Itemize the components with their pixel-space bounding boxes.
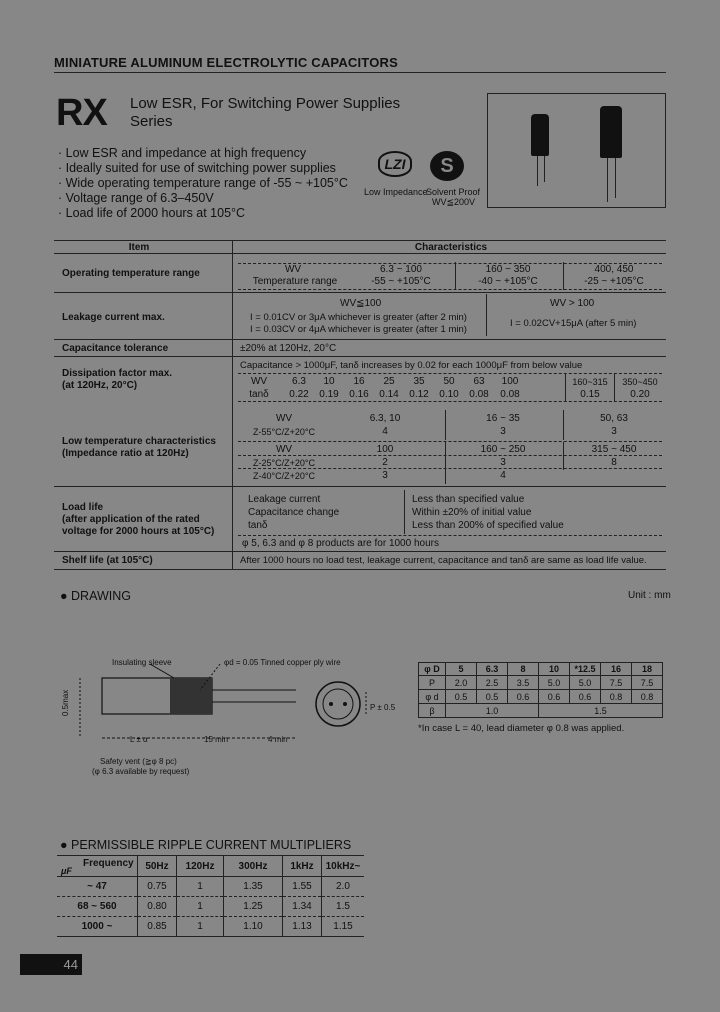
capacitor-large-image (600, 106, 622, 158)
low-temp-wv-label-2: WV (275, 444, 293, 455)
operating-wv-label: WV (284, 264, 302, 275)
ripple-range-cell: 68 ~ 560 (57, 897, 138, 917)
dissipation-tan-cell: 0.10 (439, 389, 459, 400)
ripple-value-cell: 0.85 (138, 917, 177, 937)
dim-cell: 0.6 (539, 690, 570, 704)
dimension-row-p (419, 676, 663, 690)
ripple-freq-header: 10kHz~ (322, 856, 365, 877)
dimension-length: L ± α (130, 735, 148, 744)
low-temp-ratio-label-3: Z-40°C/Z+20°C (253, 471, 315, 481)
dim-cell: 0.8 (632, 690, 663, 704)
dissipation-label-2: (at 120Hz, 20°C) (62, 380, 138, 391)
capacitance-tolerance-label: Capacitance tolerance (62, 343, 169, 354)
dim-cell: 0.6 (570, 690, 601, 704)
leakage-formula-1: I = 0.01CV or 3μA whichever is greater (after 2 min) (250, 312, 467, 323)
low-temp-label-2: (Impedance ratio at 120Hz) (62, 448, 189, 459)
dim-header-cell: 5 (446, 663, 477, 676)
dimension-15min: 15 min (204, 735, 229, 744)
ripple-freq-header: 120Hz (177, 856, 224, 877)
low-temp-wv-cell: 6.3, 10 (369, 413, 401, 424)
dissipation-tan-cell: 0.20 (630, 389, 650, 400)
dissipation-label-1: Dissipation factor max. (62, 368, 173, 379)
ripple-value-cell: 1 (177, 917, 224, 937)
ripple-value-cell: 0.75 (138, 877, 177, 897)
dim-header-cell: 18 (632, 663, 663, 676)
dim-header-cell: 16 (601, 663, 632, 676)
low-temp-label-1: Low temperature characteristics (62, 436, 216, 447)
header-rule (54, 72, 666, 73)
dissipation-tan-cell: 0.08 (500, 389, 520, 400)
load-life-item: Capacitance change (248, 507, 340, 518)
low-temp-wv-cell: 160 ~ 250 (480, 444, 526, 455)
shelf-life-label: Shelf life (at 105°C) (62, 555, 153, 566)
series-description-line2: Series (130, 113, 173, 130)
low-temp-ratio-cell: 8 (611, 457, 617, 468)
low-temp-wv-label: WV (275, 413, 293, 424)
dissipation-tan-cell: 0.19 (319, 389, 339, 400)
leakage-condition-right: WV > 100 (550, 298, 595, 309)
low-temp-ratio-cell: 3 (382, 470, 388, 481)
operating-wv-value: 160 ~ 350 (485, 264, 531, 275)
ripple-value-cell: 1.15 (322, 917, 365, 937)
series-description (130, 95, 400, 131)
dim-cell: φ d (419, 690, 446, 704)
safety-vent-note-1: Safety vent (≧φ 8 pc) (100, 757, 177, 766)
dissipation-tan-cell: 0.12 (409, 389, 429, 400)
low-temp-ratio-label: Z-55°C/Z+20°C (253, 427, 315, 437)
ripple-section-title: ● PERMISSIBLE RIPPLE CURRENT MULTIPLIERS (60, 838, 352, 852)
dim-cell: 0.8 (601, 690, 632, 704)
ripple-corner-frequency: Frequency (83, 858, 134, 869)
dissipation-note: Capacitance > 1000μF, tanδ increases by 0.02 for each 1000μF from below value (240, 360, 583, 371)
low-temp-wv-cell: 50, 63 (600, 413, 628, 424)
series-code: RX (56, 92, 107, 134)
load-life-label-1: Load life (62, 502, 104, 513)
dimension-table-header (419, 663, 663, 676)
dim-cell: 7.5 (601, 676, 632, 690)
ripple-value-cell: 1 (177, 897, 224, 917)
table-header-item: Item (128, 242, 150, 253)
dim-cell: 5.0 (539, 676, 570, 690)
feature-item: · Ideally suited for use of switching power supplies (58, 161, 336, 175)
solvent-proof-mark: S (440, 155, 454, 177)
lead-wire-label: φd = 0.05 Tinned copper ply wire (224, 658, 341, 667)
dissipation-wv-cell: 10 (323, 376, 335, 387)
dim-header-cell: 8 (508, 663, 539, 676)
operating-temp-range-label: Temperature range (252, 276, 338, 287)
ripple-freq-header: 1kHz (283, 856, 322, 877)
dim-cell: β (419, 704, 446, 718)
dimension-row-d (419, 690, 663, 704)
dimension-table (418, 662, 663, 718)
load-life-item: Leakage current (248, 494, 321, 505)
dissipation-wv-cell: 6.3 (292, 376, 306, 387)
ripple-value-cell: 1.55 (283, 877, 322, 897)
dim-cell: 5.0 (570, 676, 601, 690)
dissipation-tan-cell: 0.08 (469, 389, 489, 400)
dim-cell: 3.5 (508, 676, 539, 690)
low-temp-ratio-cell: 3 (500, 457, 506, 468)
low-temp-wv-cell: 100 (376, 444, 394, 455)
ripple-freq-header: 300Hz (224, 856, 283, 877)
low-temp-ratio-cell: 4 (500, 470, 506, 481)
dim-header-cell: φ D (419, 663, 446, 676)
dimension-p: P ± 0.5 (370, 703, 396, 712)
low-temp-wv-cell: 315 ~ 450 (591, 444, 637, 455)
dim-cell: 2.5 (477, 676, 508, 690)
dimension-left: 0.5max (61, 689, 70, 716)
operating-temp-value: -40 ~ +105°C (478, 276, 538, 287)
leakage-condition-left: WV≦100 (340, 298, 382, 309)
dissipation-wv-cell: 50 (443, 376, 455, 387)
ripple-value-cell: 1.25 (224, 897, 283, 917)
low-temp-ratio-cell: 3 (500, 426, 506, 437)
low-temp-ratio-cell: 2 (382, 457, 388, 468)
low-temp-ratio-cell: 4 (382, 426, 388, 437)
load-life-label-3: voltage for 2000 hours at 105°C) (62, 526, 215, 537)
dim-cell: 0.6 (508, 690, 539, 704)
ripple-range-cell: ~ 47 (57, 877, 138, 897)
ripple-header-row (57, 856, 364, 877)
dim-cell: 1.0 (446, 704, 539, 718)
load-life-criterion: Less than specified value (412, 494, 525, 505)
series-description-line1: Low ESR, For Switching Power Supplies (130, 95, 401, 112)
operating-wv-value: 400, 450 (594, 264, 634, 275)
low-temp-ratio-label-2: Z-25°C/Z+20°C (253, 458, 315, 468)
shelf-life-value: After 1000 hours no load test, leakage current, capacitance and tanδ are same as load life value. (240, 555, 647, 566)
dissipation-tan-cell: 0.16 (349, 389, 369, 400)
load-life-note: φ 5, 6.3 and φ 8 products are for 1000 hours (242, 538, 439, 549)
dissipation-wv-cell: 16 (353, 376, 365, 387)
ripple-value-cell: 1.34 (283, 897, 322, 917)
ripple-range-cell: 1000 ~ (57, 917, 138, 937)
ripple-value-cell: 1.10 (224, 917, 283, 937)
ripple-value-cell: 0.80 (138, 897, 177, 917)
dissipation-wv-cell: 63 (473, 376, 485, 387)
ripple-corner-cell (57, 856, 138, 877)
dissipation-wv-cell: 100 (501, 376, 519, 387)
dimension-row-beta (419, 704, 663, 718)
ripple-corner-uf: μF (61, 866, 72, 876)
dim-cell: 1.5 (539, 704, 663, 718)
dim-cell: 0.5 (446, 690, 477, 704)
dissipation-wv-label: WV (250, 376, 268, 387)
load-life-criterion: Less than 200% of specified value (412, 520, 564, 531)
low-impedance-icon (378, 151, 412, 177)
dim-header-cell: 10 (539, 663, 570, 676)
operating-wv-value: 6.3 ~ 100 (380, 264, 422, 275)
dim-header-cell: 6.3 (477, 663, 508, 676)
low-temp-wv-cell: 16 ~ 35 (486, 413, 520, 424)
feature-item: · Load life of 2000 hours at 105°C (58, 206, 246, 220)
drawing-unit: Unit : mm (628, 590, 671, 601)
ripple-row (57, 877, 364, 897)
low-impedance-mark: LZI (384, 156, 406, 172)
dim-cell: 0.5 (477, 690, 508, 704)
leakage-formula-3: I = 0.02CV+15μA (after 5 min) (510, 318, 637, 329)
ripple-value-cell: 1.35 (224, 877, 283, 897)
low-impedance-label: Low Impedance (364, 187, 428, 197)
ripple-value-cell: 1.13 (283, 917, 322, 937)
dissipation-wv-cell: 350~450 (622, 377, 658, 387)
dim-cell: 7.5 (632, 676, 663, 690)
ripple-value-cell: 2.0 (322, 877, 365, 897)
capacitor-small-image (531, 114, 549, 156)
ripple-row (57, 897, 364, 917)
dissipation-wv-cell: 160~315 (572, 377, 608, 387)
safety-vent-note-2: (φ 6.3 available by request) (92, 767, 190, 776)
operating-temp-value: -25 ~ +105°C (584, 276, 644, 287)
ripple-table (57, 855, 364, 937)
dimension-4min: 4 min (268, 735, 288, 744)
load-life-label-2: (after application of the rated (62, 514, 200, 525)
capacitance-tolerance-value: ±20% at 120Hz, 20°C (240, 343, 337, 354)
dim-cell: 2.0 (446, 676, 477, 690)
feature-item: · Low ESR and impedance at high frequency (58, 146, 307, 160)
solvent-proof-label: Solvent Proof (426, 187, 481, 197)
load-life-item: tanδ (248, 520, 268, 531)
dimension-table-note: *In case L = 40, lead diameter φ 0.8 was applied. (418, 723, 625, 734)
load-life-criterion: Within ±20% of initial value (412, 507, 532, 518)
product-photo (487, 93, 666, 208)
page-header-title: MINIATURE ALUMINUM ELECTROLYTIC CAPACITORS (54, 55, 398, 70)
leakage-formula-2: I = 0.03CV or 4μA whichever is greater (after 1 min) (250, 324, 467, 335)
page-number: 44 (20, 954, 82, 975)
dim-cell: P (419, 676, 446, 690)
dissipation-tan-cell: 0.14 (379, 389, 399, 400)
dissipation-wv-cell: 35 (413, 376, 425, 387)
item-column-divider (232, 240, 233, 570)
feature-item: · Wide operating temperature range of -55 ~ +105°C (58, 176, 348, 190)
dissipation-tan-cell: 0.15 (580, 389, 600, 400)
feature-item: · Voltage range of 6.3–450V (58, 191, 214, 205)
leakage-label: Leakage current max. (62, 312, 165, 323)
table-header-characteristics: Characteristics (414, 242, 488, 253)
ripple-value-cell: 1.5 (322, 897, 365, 917)
operating-temp-label: Operating temperature range (62, 268, 200, 279)
dissipation-tan-label: tanδ (249, 389, 269, 400)
ripple-freq-header: 50Hz (138, 856, 177, 877)
ripple-row (57, 917, 364, 937)
sleeve-label: Insulating sleeve (112, 658, 172, 667)
solvent-proof-icon (430, 151, 464, 181)
dim-header-cell: *12.5 (570, 663, 601, 676)
solvent-proof-note: WV≦200V (432, 197, 476, 207)
dissipation-wv-cell: 25 (383, 376, 395, 387)
drawing-section-title: ● DRAWING (60, 589, 131, 603)
dissipation-tan-cell: 0.22 (289, 389, 309, 400)
feature-list (58, 146, 348, 221)
low-temp-ratio-cell: 3 (611, 426, 617, 437)
ripple-value-cell: 1 (177, 877, 224, 897)
operating-temp-value: -55 ~ +105°C (371, 276, 431, 287)
